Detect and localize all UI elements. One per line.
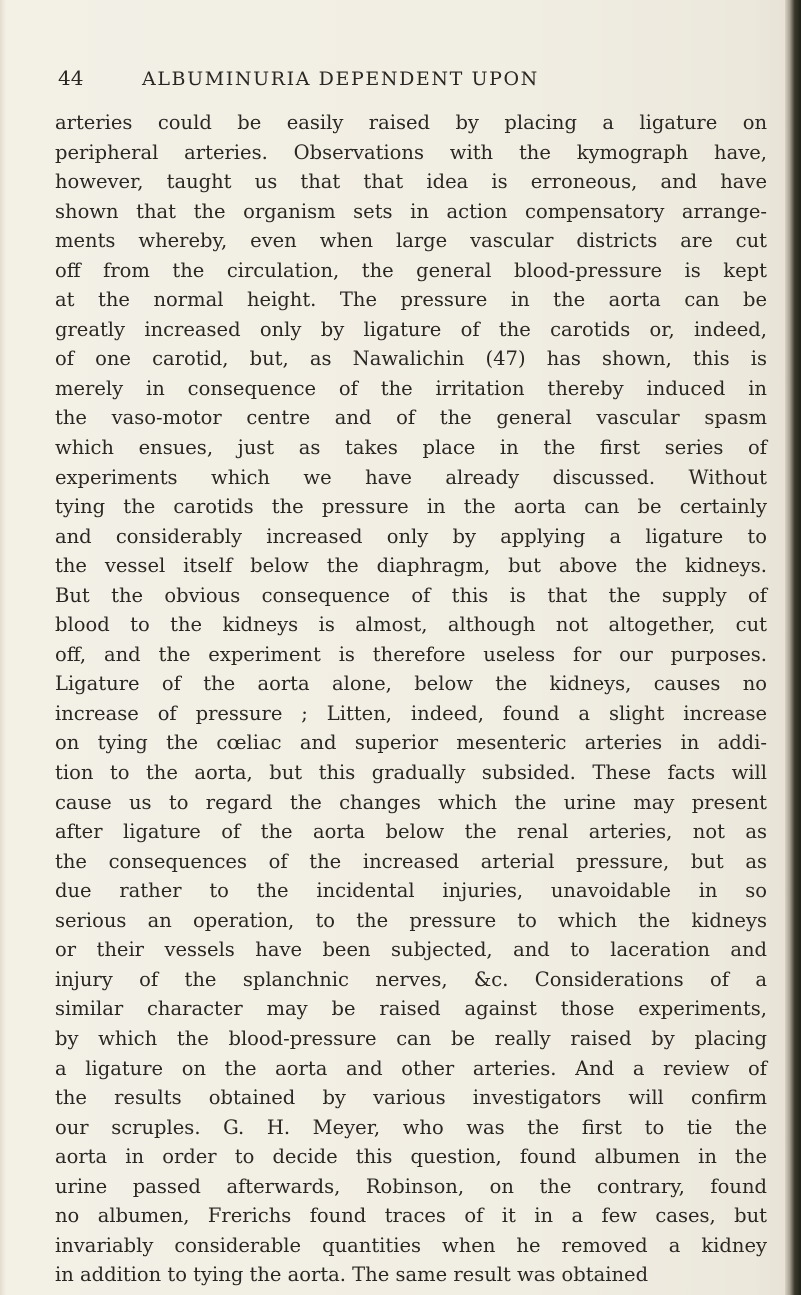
- text-line: a ligature on the aorta and other arteries. And a review of: [55, 1056, 767, 1080]
- text-line: the vaso-motor centre and of the general vascular spasm: [55, 406, 767, 430]
- text-line: Ligature of the aorta alone, below the kidneys, causes no: [55, 672, 767, 696]
- text-line: the results obtained by various investigators will confirm: [55, 1086, 767, 1110]
- text-line: of one carotid, but, as Nawalichin (47) has shown, this is: [55, 347, 767, 371]
- text-line: aorta in order to decide this question, found albumen in the: [55, 1145, 767, 1169]
- text-line: urine passed afterwards, Robinson, on the contrary, found: [55, 1174, 767, 1198]
- text-line: invariably considerable quantities when he removed a kidney: [55, 1233, 767, 1257]
- text-line: however, taught us that that idea is erroneous, and have: [55, 170, 767, 194]
- text-line: by which the blood-pressure can be really raised by placing: [55, 1026, 767, 1050]
- text-line: off from the circulation, the general blood-pressure is kept: [55, 258, 767, 282]
- text-line: after ligature of the aorta below the renal arteries, not as: [55, 820, 767, 844]
- text-line: due rather to the incidental injuries, unavoidable in so: [55, 879, 767, 903]
- text-line: our scruples. G. H. Meyer, who was the first to tie the: [55, 1115, 767, 1139]
- page-number: 44: [58, 66, 84, 90]
- text-line: merely in consequence of the irritation thereby induced in: [55, 376, 767, 400]
- text-line: arteries could be easily raised by placing a ligature on: [55, 111, 767, 134]
- text-line: increase of pressure ; Litten, indeed, found a slight increase: [55, 701, 767, 725]
- text-line: But the obvious consequence of this is that the supply of: [55, 583, 767, 607]
- text-line: tying the carotids the pressure in the aorta can be certainly: [55, 495, 767, 519]
- text-line: greatly increased only by ligature of the carotids or, indeed,: [55, 317, 767, 341]
- text-line: similar character may be raised against those experiments,: [55, 997, 767, 1021]
- body-text: [55, 108, 767, 1290]
- book-gutter: [785, 0, 801, 1295]
- text-line: the vessel itself below the diaphragm, but above the kidneys.: [55, 554, 767, 578]
- text-line: cause us to regard the changes which the urine may present: [55, 790, 767, 814]
- text-line: or their vessels have been subjected, and to laceration and: [55, 938, 767, 962]
- text-line: off, and the experiment is therefore useless for our purposes.: [55, 642, 767, 666]
- text-line: on tying the cœliac and superior mesenteric arteries in addi-: [55, 731, 767, 755]
- text-line: the consequences of the increased arterial pressure, but as: [55, 849, 767, 873]
- text-line: and considerably increased only by applying a ligature to: [55, 524, 767, 548]
- text-line: injury of the splanchnic nerves, &c. Considerations of a: [55, 967, 767, 991]
- text-line: ments whereby, even when large vascular districts are cut: [55, 229, 767, 253]
- text-line: peripheral arteries. Observations with the kymograph have,: [55, 140, 767, 164]
- text-line: tion to the aorta, but this gradually subsided. These facts will: [55, 761, 767, 785]
- text-line: at the normal height. The pressure in the aorta can be: [55, 288, 767, 312]
- text-line: which ensues, just as takes place in the first series of: [55, 436, 767, 460]
- text-line: serious an operation, to the pressure to which the kidneys: [55, 908, 767, 932]
- page-edge-shadow: [0, 0, 6, 1295]
- text-line: shown that the organism sets in action compensatory arrange-: [55, 199, 767, 223]
- running-title: ALBUMINURIA DEPENDENT UPON: [142, 68, 539, 90]
- text-line: in addition to tying the aorta. The same result was obtained: [55, 1263, 649, 1287]
- running-head: [46, 66, 766, 92]
- text-line: experiments which we have already discussed. Without: [55, 465, 767, 489]
- text-line: blood to the kidneys is almost, although not altogether, cut: [55, 613, 767, 637]
- text-line: no albumen, Frerichs found traces of it in a few cases, but: [55, 1204, 767, 1228]
